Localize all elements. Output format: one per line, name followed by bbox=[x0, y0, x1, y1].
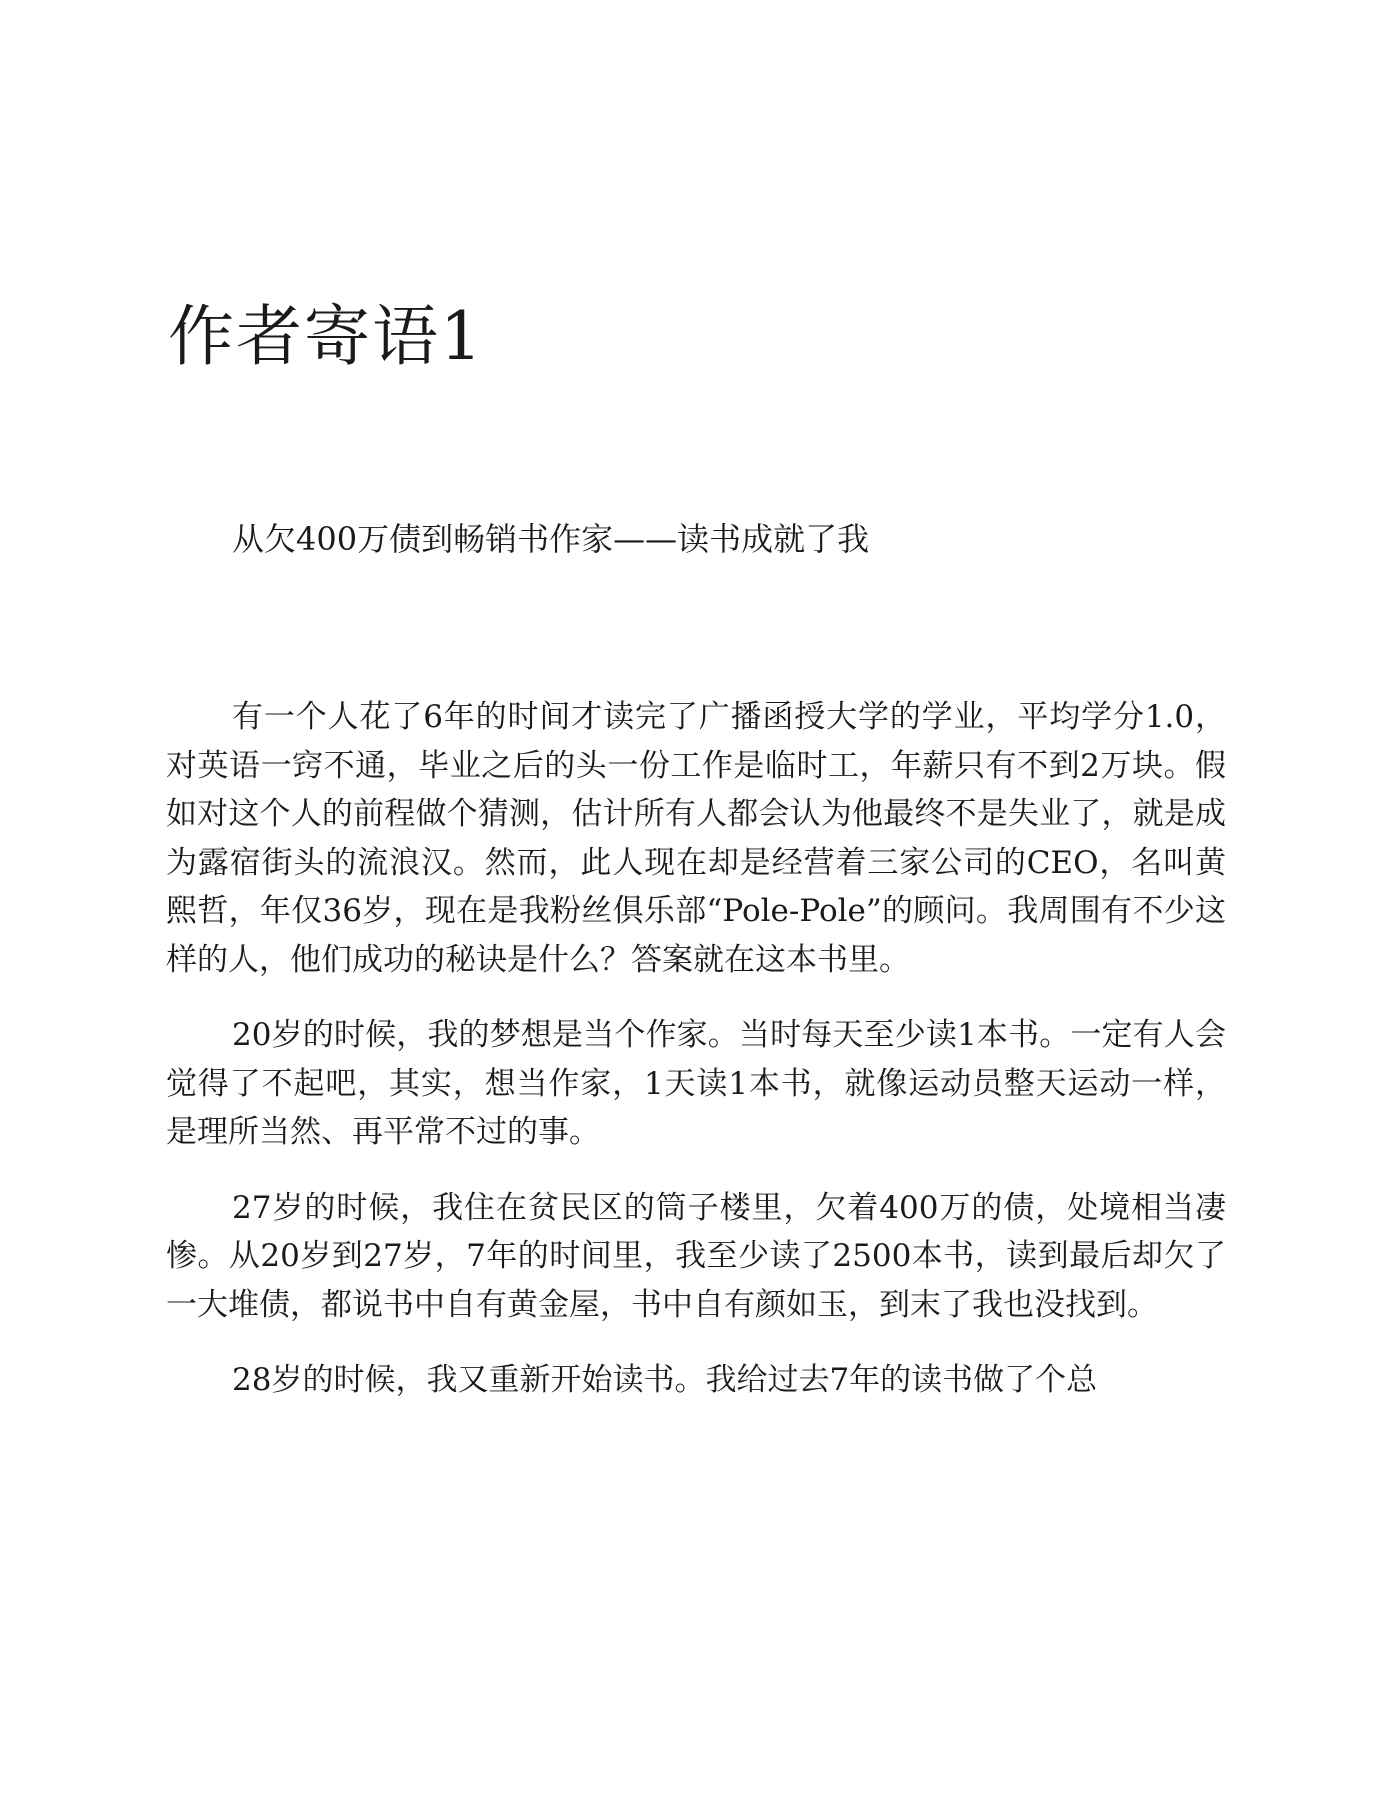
paragraph: 20岁的时候，我的梦想是当个作家。当时每天至少读1本书。一定有人会觉得了不起吧，其实，想当作家，1天读1本书，就像运动员整天运动一样，是理所当然、再平常不过的事。 bbox=[166, 1017, 1226, 1150]
paragraph: 28岁的时候，我又重新开始读书。我给过去7年的读书做了个总 bbox=[232, 1362, 1098, 1398]
paragraph: 27岁的时候，我住在贫民区的筒子楼里，欠着400万的债，处境相当凄惨。从20岁到27岁，7年的时间里，我至少读了2500本书，读到最后却欠了一大堆债，都说书中自有黄金屋，书中自有颜如玉，到末了我也没找到。 bbox=[166, 1189, 1226, 1323]
page-title: 作者寄语1 bbox=[168, 298, 484, 375]
body-text bbox=[166, 693, 1226, 1432]
paragraph: 有一个人花了6年的时间才读完了广播函授大学的学业，平均学分1.0，对英语一窍不通，毕业之后的头一份工作是临时工，年薪只有不到2万块。假如对这个人的前程做个猜测，估计所有人都会认为他最终不是失业了，就是成为露宿街头的流浪汉。然而，此人现在却是经营着三家公司的CEO，名叫黄熙哲，年仅36岁，现在是我粉丝俱乐部“Pole-Pole”的顾问。我周围有不少这样的人，他们成功的秘诀是什么？答案就在这本书里。 bbox=[166, 699, 1226, 978]
section-subtitle: 从欠400万债到畅销书作家——读书成就了我 bbox=[232, 520, 870, 558]
